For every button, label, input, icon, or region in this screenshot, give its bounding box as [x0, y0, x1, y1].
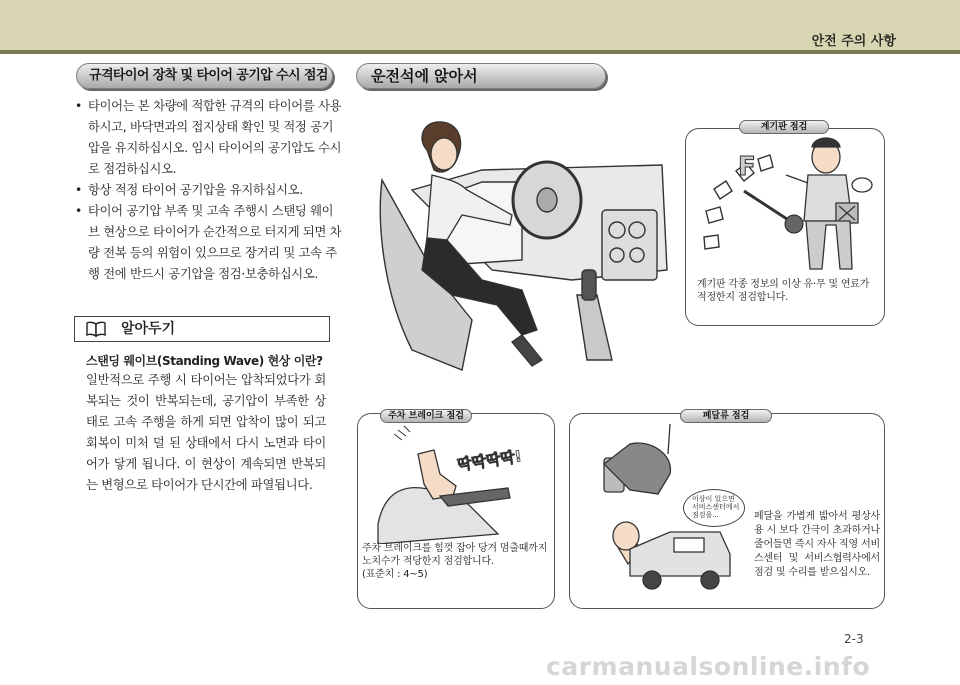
tire-bullet-list — [72, 96, 342, 285]
fuel-gauge-illustration — [686, 129, 885, 279]
gauge-check-caption: 계기판 각종 정보의 이상 유·무 및 연료가 적정한지 점검합니다. — [697, 279, 870, 303]
page-number: 2-3 — [844, 632, 864, 646]
section-title-tire: 규격타이어 장착 및 타이어 공기압 수시 점검 — [76, 63, 333, 89]
bullet-item: • 항상 적정 타이어 공기압을 유지하십시오. — [72, 180, 342, 201]
tab-gauge-check: 계기판 점검 — [739, 120, 829, 134]
speech-bubble — [683, 489, 745, 527]
bubble-line: 점검을... — [692, 511, 719, 519]
note-label: 알아두기 — [121, 321, 176, 337]
section-title-driver-seat: 운전석에 앉아서 — [356, 63, 606, 89]
bullet-item: • 타이어는 본 차량에 적합한 규격의 타이어를 사용하시고, 바닥면과의 접지상태 확인 및 적정 공기압을 유지하십시오. 임시 타이어의 공기압도 수시로 점검하십시오. — [72, 96, 342, 180]
caption-line: (표준치 : 4~5) — [362, 569, 428, 580]
driver-seat-illustration — [372, 120, 672, 380]
site-watermark: carmanualsonline.info — [546, 652, 871, 681]
bubble-line: 이상이 있으면 — [692, 495, 735, 503]
caption-line: 주차 브레이크를 힘껏 잡아 당겨 멈출때까지 — [362, 543, 548, 554]
bullet-item: • 타이어 공기압 부족 및 고속 주행시 스탠딩 웨이브 현상으로 타이어가 순간적으로 터지게 되면 차량 전복 등의 위험이 있으므로 장거리 및 고속 주행 전에 반드시 공기압을 점검·보충하십시오. — [72, 201, 342, 285]
parking-brake-caption — [362, 542, 552, 581]
chapter-title: 안전 주의 사항 — [811, 34, 896, 49]
tab-parking-brake: 주차 브레이크 점검 — [380, 409, 472, 423]
caption-line: 노치수가 적당한지 점검합니다. — [362, 556, 494, 567]
note-heading: 스탠딩 웨이브(Standing Wave) 현상 이란? — [86, 354, 323, 368]
book-icon — [85, 320, 107, 338]
header-rule — [0, 50, 960, 54]
brake-sound-text: 딱딱딱딱! — [456, 447, 523, 474]
note-body: 일반적으로 주행 시 타이어는 압착되었다가 회복되는 것이 반복되는데, 공기압이 부족한 상태로 고속 주행을 하게 되면 압착이 많이 되고 회복이 미처 덜 된 상태에서 다시 노면과 타이어가 닿게 됩니다. 이 현상이 계속되면 반복되는 변형으로 타이어가 단시간에 파열됩니다. — [86, 373, 326, 492]
parking-brake-illustration — [358, 414, 555, 544]
pedal-check-caption: 페달을 가볍게 밟아서 평상사용 시 보다 간극이 초과하거나 줄어들면 즉시 자사 직영 서비스센터 및 서비스협력사에서 점검 및 수리를 받으십시오. — [754, 511, 880, 578]
tab-pedal-check: 페달류 점검 — [680, 409, 772, 423]
bubble-line: 서비스센터에서 — [692, 503, 740, 511]
note-box — [74, 316, 330, 342]
gauge-letter: F — [738, 152, 756, 182]
